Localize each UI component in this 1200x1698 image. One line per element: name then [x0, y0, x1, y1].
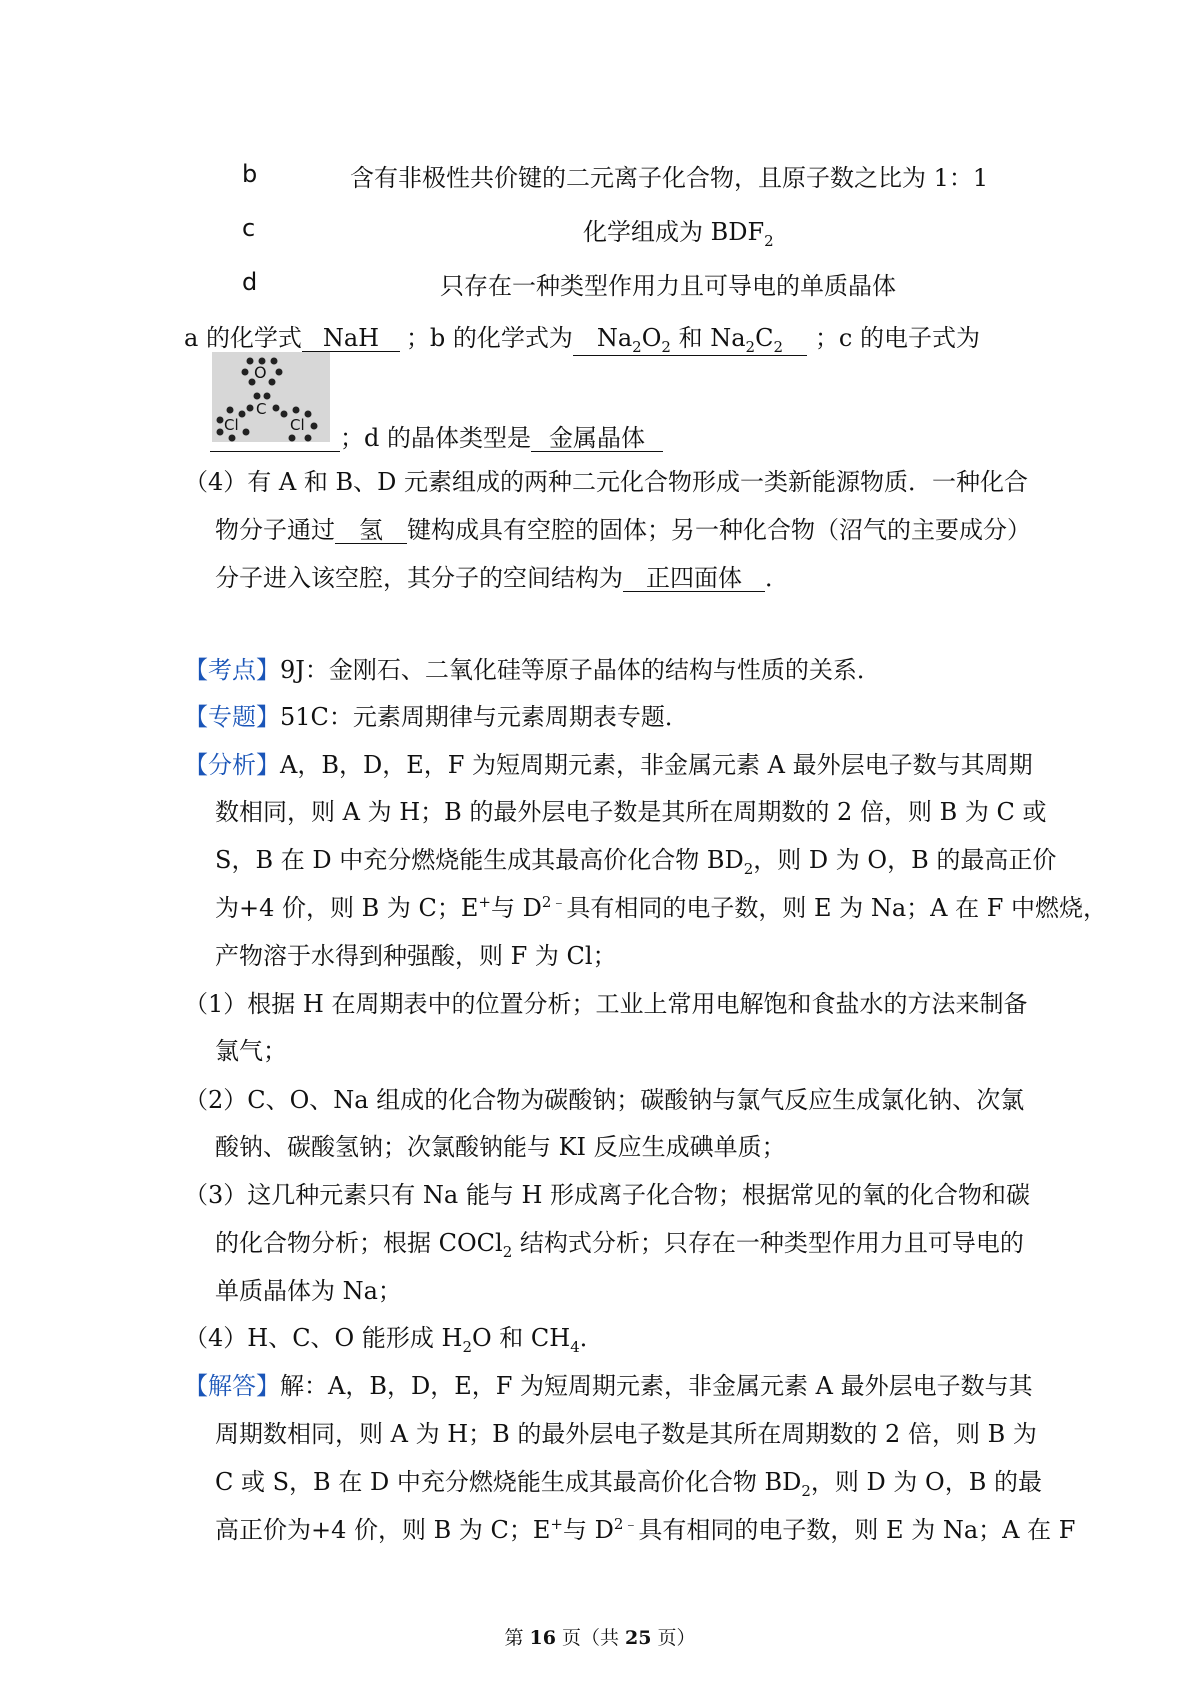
fenxi-line-4: 为+4 价，则 B 为 C；E+与 $D^{2﹣}$具有相同的电子数，则 E 为 Na；A 在 F 中燃烧，: [215, 893, 1108, 922]
svg-text:C: C: [256, 400, 267, 418]
jieda-line-3: C 或 S，B 在 D 中充分燃烧能生成其最高价化合物 $BD_2$，则 D 为 O，B 的最: [215, 1468, 1042, 1500]
jieda-line-4: 高正价为+4 价，则 B 为 C；E+与 $D^{2﹣}$具有相同的电子数，则 E 为 Na；A 在 F: [215, 1515, 1076, 1544]
q3-d-answer: 金属晶体: [531, 425, 663, 452]
q3-c-label: ；c 的电子式为: [814, 324, 981, 352]
table-row-d-desc: 只存在一种类型作用力且可导电的单质晶体: [440, 272, 896, 300]
fenxi-line-1: 【分析】A，B，D，E，F 为短周期元素，非金属元素 A 最外层电子数与其周期: [184, 751, 1033, 779]
fenxi-p4-line: （4）H、C、O 能形成 $H_2O$ 和 $CH_4$．: [184, 1324, 604, 1356]
q3-c-blank: [210, 425, 340, 452]
fenxi-tag: 【分析】: [184, 751, 280, 779]
fenxi-line-3: S，B 在 D 中充分燃烧能生成其最高价化合物 $BD_2$，则 D 为 O，B 的最高正价: [215, 846, 1057, 878]
q3-b-label: ；b 的化学式为: [405, 324, 573, 352]
fenxi-line-2: 数相同，则 A 为 H；B 的最外层电子数是其所在周期数的 2 倍，则 B 为 C 或: [215, 798, 1047, 826]
page-footer: 第 16 页（共 25 页）: [504, 1627, 696, 1649]
q3-d-line: [210, 418, 663, 453]
svg-text:Cl: Cl: [224, 416, 239, 434]
fenxi-p1-line-2: 氯气；: [215, 1037, 287, 1065]
q4-line-2: 物分子通过 氢 键构成具有空腔的固体；另一种化合物（沼气的主要成分）: [215, 516, 1031, 544]
q3-answer-line: [184, 318, 980, 356]
table-row-b-desc: 含有非极性共价键的二元离子化合物，且原子数之比为 1：1: [350, 164, 989, 192]
q4-line-3: 分子进入该空腔，其分子的空间结构为 正四面体 ．: [215, 564, 789, 592]
table-row-c-key: c: [242, 214, 256, 242]
fenxi-p3-line-3: 单质晶体为 Na；: [215, 1277, 402, 1305]
jieda-tag: 【解答】: [184, 1372, 280, 1400]
q4-answer-bond: 氢: [335, 517, 407, 544]
jieda-line-1: 【解答】解：A，B，D，E，F 为短周期元素，非金属元素 A 最外层电子数与其: [184, 1372, 1033, 1400]
jieda-line-2: 周期数相同，则 A 为 H；B 的最外层电子数是其所在周期数的 2 倍，则 B 为: [215, 1420, 1037, 1448]
q3-d-label: ；d 的晶体类型是: [340, 424, 531, 452]
q4-answer-shape: 正四面体: [623, 565, 765, 592]
q3-a-answer: NaH: [302, 325, 400, 352]
kaodian-tag: 【考点】: [184, 656, 280, 684]
fenxi-p3-line-2: 的化合物分析；根据 COCl$_2$ 结构式分析；只存在一种类型作用力且可导电的: [215, 1229, 1024, 1261]
svg-text:O: O: [254, 363, 267, 382]
fenxi-p2-line-1: （2）C、O、Na 组成的化合物为碳酸钠；碳酸钠与氯气反应生成氯化钠、次氯: [184, 1086, 1025, 1114]
zhuanti-line: 【专题】51C：元素周期律与元素周期表专题．: [184, 703, 689, 731]
fenxi-p3-line-1: （3）这几种元素只有 Na 能与 H 形成离子化合物；根据常见的氧的化合物和碳: [184, 1181, 1031, 1209]
kaodian-line: 【考点】9J：金刚石、二氧化硅等原子晶体的结构与性质的关系．: [184, 656, 881, 684]
page-number: 16: [529, 1627, 556, 1649]
q3-b-answer: $Na_2O_2$ 和 $Na_2C_2$: [573, 325, 807, 356]
svg-text:Cl: Cl: [290, 416, 305, 434]
zhuanti-tag: 【专题】: [184, 703, 280, 731]
q4-line-1: （4）有 A 和 B、D 元素组成的两种二元化合物形成一类新能源物质．一种化合: [184, 468, 1028, 496]
table-row-d-key: d: [242, 268, 258, 296]
page-total: 25: [625, 1627, 652, 1649]
fenxi-line-5: 产物溶于水得到种强酸，则 F 为 Cl；: [215, 942, 617, 970]
fenxi-p1-line-1: （1）根据 H 在周期表中的位置分析；工业上常用电解饱和食盐水的方法来制备: [184, 990, 1028, 1018]
table-row-c-desc: 化学组成为 $BDF_2$: [583, 218, 774, 250]
table-row-b-key: b: [242, 160, 258, 188]
q3-a-label: a 的化学式: [184, 324, 302, 352]
fenxi-p2-line-2: 酸钠、碳酸氢钠；次氯酸钠能与 KI 反应生成碘单质；: [215, 1133, 786, 1161]
